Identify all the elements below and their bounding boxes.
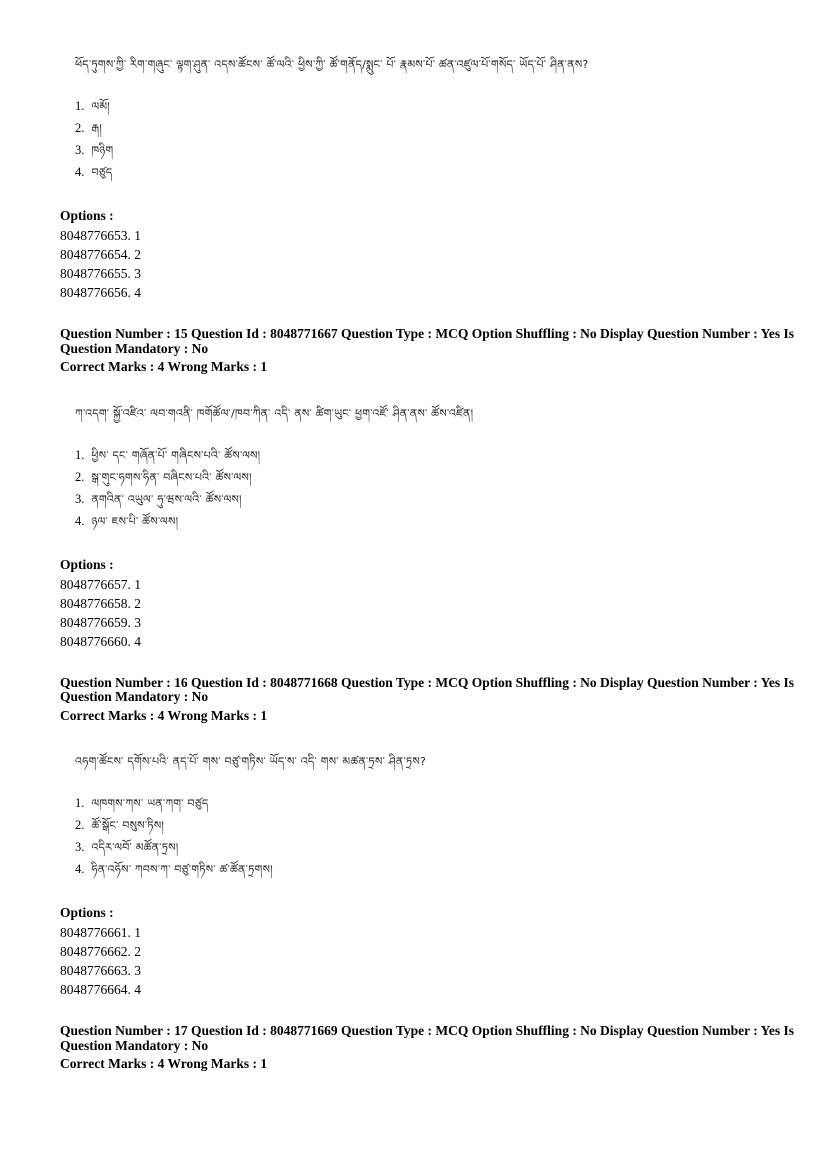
choice-list [75, 449, 766, 528]
question-16-header [60, 674, 794, 724]
question-block-16 [60, 754, 766, 999]
choice-number: 1. [75, 796, 85, 810]
question-meta-line2: Question Mandatory : No [60, 340, 209, 356]
question-text: འཧག་ཚོངས་ དགོས་པའི་ ནད་པོ་ གས་ བཙུ་གཏིས་ ཡོད་ས་ འདི་ གས་ མཚན་ཏྲས་ ཤིན་ཏྲས? [75, 755, 426, 768]
option-id-row: 8048776657. 1 [60, 576, 141, 592]
question-15-header [60, 326, 794, 375]
choice-list [75, 100, 766, 179]
choice-text: ནགའིན་ འཡུལ་ ཧུ་ཝས་ལའི་ ཚོས་ལས། [91, 492, 242, 506]
question-text: ཀ་འདག་ སྐྱོ་འཛིའ་ ལབ་གའནི་ ཁགོཚོལ་/ཁབ་ཀིན་ འདི་ ནས་ ཚིག་ཡུང་ ཕྱག་འཛོ་ ཤིན་ནས་ ཚོས་འཛིན། [75, 406, 474, 420]
choice-item [75, 515, 766, 528]
options-heading: Options : [60, 905, 114, 920]
question-meta-line2: Question Mandatory : No [60, 1037, 209, 1053]
choice-text: རྒ། [91, 122, 102, 135]
option-id-list [60, 923, 766, 999]
choice-text: ཧིན་འཧོས་ ཀབས་ཀ་ བཙུ་གཏིས་ ཚ་ཚོན་ཏྲགས། [91, 863, 273, 876]
choice-number: 2. [75, 121, 85, 135]
choice-item [75, 144, 766, 157]
choice-text: ཁཉིག [91, 144, 114, 157]
option-id-row: 8048776653. 1 [60, 228, 141, 243]
choice-item [75, 449, 766, 462]
option-id-row: 8048776656. 4 [60, 285, 141, 300]
option-id-row: 8048776655. 3 [60, 266, 141, 281]
choice-number: 4. [75, 513, 85, 528]
options-heading: Options : [60, 208, 114, 223]
choice-number: 1. [75, 99, 85, 113]
question-meta-line1: Question Number : 17 Question Id : 8048771669 Question Type : MCQ Option Shuffling : No Display Question Number : Yes Is [60, 1023, 794, 1038]
question-17-header [60, 1023, 794, 1072]
choice-list [75, 797, 766, 876]
choice-number: 4. [75, 862, 85, 876]
option-id-row: 8048776658. 2 [60, 595, 141, 611]
option-id-row: 8048776664. 4 [60, 982, 141, 997]
option-id-list [60, 226, 766, 302]
option-id-list [60, 575, 766, 651]
option-id-row: 8048776654. 2 [60, 247, 141, 262]
choice-item [75, 863, 766, 876]
question-block-14 [60, 57, 766, 302]
choice-number: 3. [75, 143, 85, 157]
choice-text: ཚོ་སྒོང་ བསུས་ཏིས། [91, 819, 165, 832]
choice-item [75, 122, 766, 135]
choice-text: འདིར་ལབོ་ མཚོན་ཏྲས། [91, 841, 179, 854]
option-id-row: 8048776660. 4 [60, 633, 141, 649]
option-id-row: 8048776661. 1 [60, 925, 141, 940]
choice-number: 3. [75, 840, 85, 854]
marks-line: Correct Marks : 4 Wrong Marks : 1 [60, 1056, 268, 1071]
choice-text: ཕྱིས་ དང་ གཞོན་པོ་ གཞིངས་པའི་ ཚོས་ལས། [91, 448, 261, 462]
option-id-row: 8048776659. 3 [60, 614, 141, 630]
marks-line: Correct Marks : 4 Wrong Marks : 1 [60, 359, 268, 374]
choice-item [75, 841, 766, 854]
choice-item [75, 100, 766, 113]
question-block-15 [60, 406, 766, 651]
question-meta-line2: Question Mandatory : No [60, 689, 209, 704]
choice-item [75, 471, 766, 484]
marks-line: Correct Marks : 4 Wrong Marks : 1 [60, 707, 268, 723]
choice-text: སྒ་གུང་ཧགས་ཧིན་ བཞིངས་པའི་ ཚོས་ལས། [91, 470, 252, 484]
question-text: ཕོད་ཏུགས་ཀྱི་ རིག་གཞུང་ ལྟག་ཤུན་ འདས་ཚོངས་ ཚོ་ལའི་ ཕྱིས་ཀྱི་ ཚོ་གནོད/སྨུང་ པོ་ རྣམས་པོ་ ཚན་འཛུལ་པོ་གསོད་ ཡོད་པོ་ ཤིན་ནས? [75, 58, 589, 71]
choice-item [75, 819, 766, 832]
choice-text: ལཁགས་ཀས་ ཡན་ཀག་ བཙུད [91, 797, 209, 810]
question-meta-line1: Question Number : 16 Question Id : 8048771668 Question Type : MCQ Option Shuffling : No Display Question Number : Yes Is [60, 674, 794, 690]
option-id-row: 8048776662. 2 [60, 944, 141, 959]
choice-item [75, 166, 766, 179]
option-id-row: 8048776663. 3 [60, 963, 141, 978]
choice-number: 4. [75, 165, 85, 179]
choice-number: 2. [75, 818, 85, 832]
options-heading: Options : [60, 556, 114, 572]
choice-text: བཙུད [91, 166, 113, 179]
question-meta-line1: Question Number : 15 Question Id : 8048771667 Question Type : MCQ Option Shuffling : No Display Question Number : Yes Is [60, 326, 794, 341]
choice-text: ཉལ་ ཇས་པི་ ཚོས་ལས། [91, 514, 179, 528]
choice-item [75, 797, 766, 810]
choice-item [75, 493, 766, 506]
choice-number: 3. [75, 491, 85, 506]
choice-number: 2. [75, 469, 85, 484]
choice-number: 1. [75, 447, 85, 462]
choice-text: ལམོ། [91, 100, 110, 113]
